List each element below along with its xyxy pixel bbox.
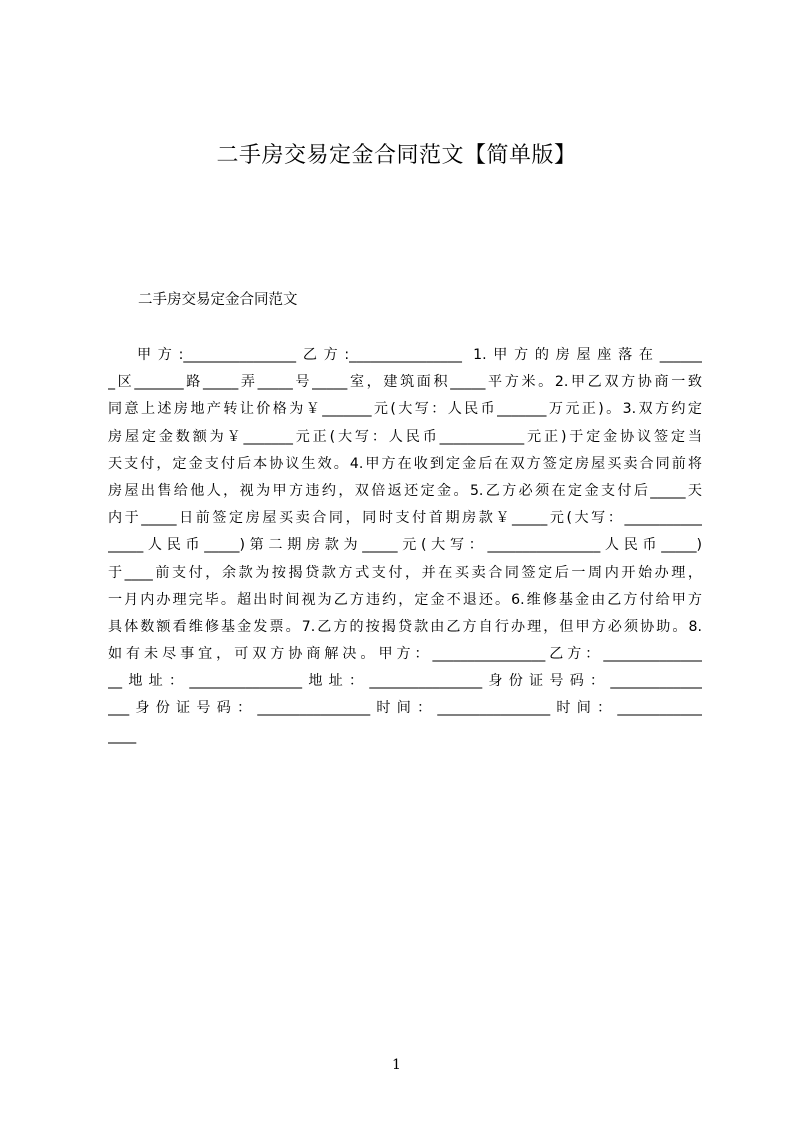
contract-line: 如有未尽事宜，可双方协商解决。甲方：________________乙方：______________ [108, 646, 702, 663]
contract-line: 同意上述房地产转让价格为￥_______元(大写：人民币_______万元正)。3.双方约定 [108, 401, 702, 418]
contract-line: 内于_____日前签定房屋买卖合同，同时支付首期房款￥_____元(大写：___________ [108, 510, 702, 527]
document-subtitle: 二手房交易定金合同范文 [138, 292, 298, 308]
contract-line: 于____前支付，余款为按揭贷款方式支付，并在买卖合同签定后一周内开始办理， [108, 564, 702, 581]
contract-line: 房屋定金数额为￥_______元正(大写：人民币____________元正)于定金协议签定当 [108, 428, 702, 445]
contract-body [108, 342, 702, 750]
contract-line: _____人民币_____)第二期房款为_____元(大写：________________人民币_____) [108, 537, 702, 554]
contract-line: ____ [108, 727, 137, 744]
contract-line: __地址：________________地址：________________身份证号码：_____________ [108, 673, 702, 690]
page-number: 1 [392, 1057, 401, 1073]
document-title: 二手房交易定金合同范文【简单版】 [216, 143, 577, 168]
contract-line: 天支付，定金支付后本协议生效。4.甲方在收到定金后在双方签定房屋买卖合同前将 [108, 455, 702, 472]
contract-line: 甲方:________________乙方:________________ 1.甲方的房屋座落在______ [137, 347, 702, 363]
contract-line: 一月内办理完毕。超出时间视为乙方违约，定金不退还。6.维修基金由乙方付给甲方 [108, 591, 702, 608]
contract-line: _区_______路_____弄_____号_____室，建筑面积_____平方米。2.甲乙双方协商一致 [108, 374, 702, 391]
contract-line: 具体数额看维修基金发票。7.乙方的按揭贷款由乙方自行办理，但甲方必须协助。8. [108, 618, 702, 635]
contract-line: ___身份证号码：________________时间：________________时间：____________ [108, 700, 702, 717]
contract-line: 房屋出售给他人，视为甲方违约，双倍返还定金。5.乙方必须在定金支付后_____天 [108, 482, 702, 499]
